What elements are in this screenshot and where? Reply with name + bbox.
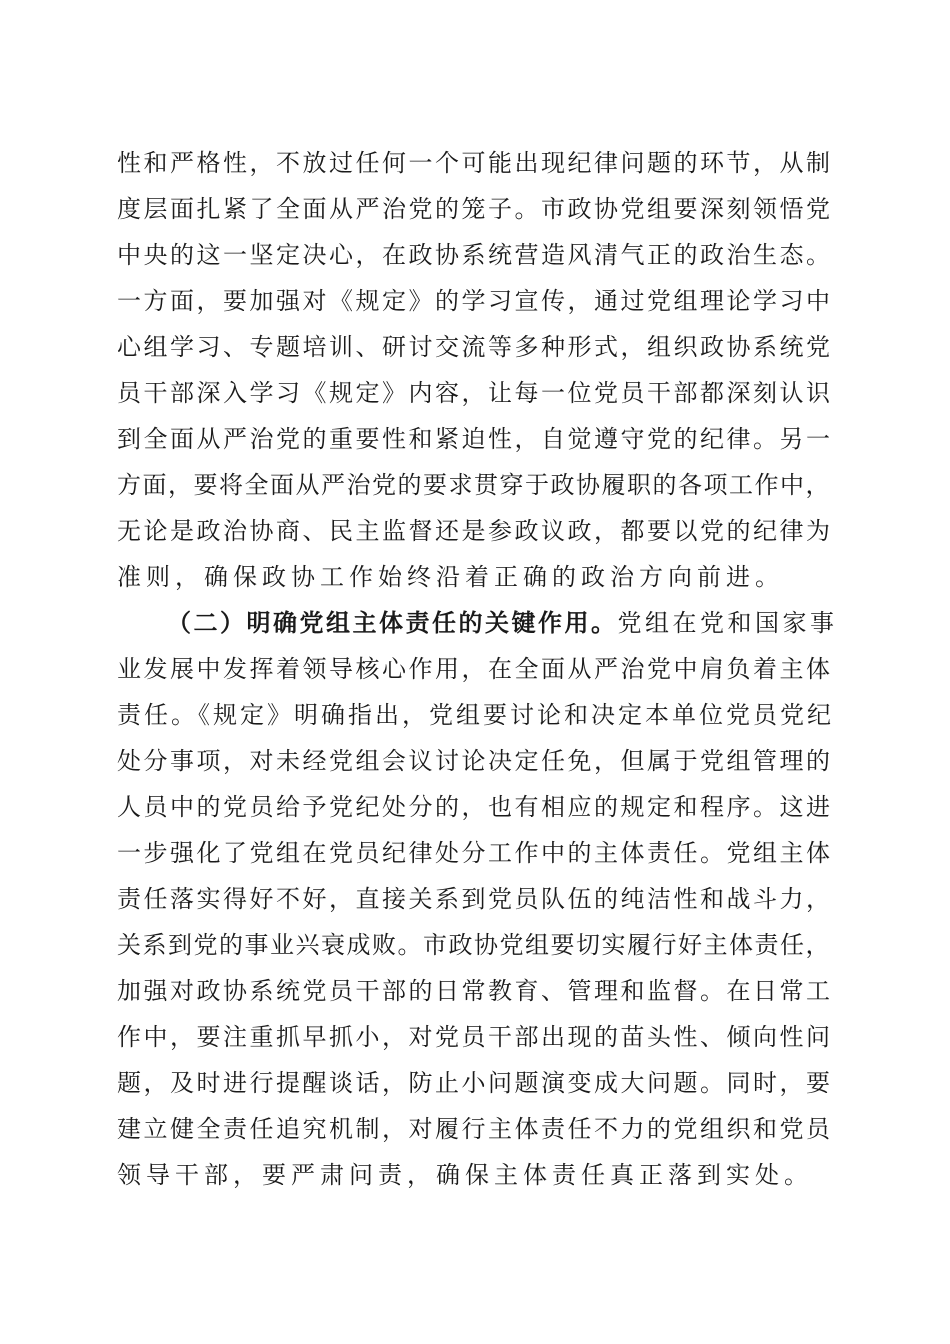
paragraph-2-line-3: 责任。《规定》明确指出，党组要讨论和决定本单位党员党纪 [117,701,834,729]
paragraph-1-line-6: 员干部深入学习《规定》内容，让每一位党员干部都深刻认识 [117,379,833,407]
paragraph-1-line-7: 到全面从严治党的重要性和紧迫性，自觉遵守党的纪律。另一 [117,425,833,453]
paragraph-1-line-1: 性和严格性，不放过任何一个可能出现纪律问题的环节，从制 [117,149,833,177]
paragraph-2-line-13: 领导干部，要严肃问责，确保主体责任真正落到实处。 [117,1161,813,1189]
paragraph-2-line-12: 建立健全责任追究机制，对履行主体责任不力的党组织和党员 [117,1115,833,1143]
paragraph-1-line-10: 准则，确保政协工作始终沿着正确的政治方向前进。 [117,563,784,591]
paragraph-2-line-1-rest: 党组在党和国家事 [617,609,838,637]
paragraph-2-line-10: 作中，要注重抓早抓小，对党员干部出现的苗头性、倾向性问 [117,1023,833,1051]
section-heading: （二）明确党组主体责任的关键作用。 [167,609,618,637]
paragraph-1-line-8: 方面，要将全面从严治党的要求贯穿于政协履职的各项工作中， [117,471,831,499]
paragraph-2-line-9: 加强对政协系统党员干部的日常教育、管理和监督。在日常工 [117,977,833,1005]
paragraph-2-line-7: 责任落实得好不好，直接关系到党员队伍的纯洁性和战斗力， [117,885,833,913]
paragraph-2-line-11: 题，及时进行提醒谈话，防止小问题演变成大问题。同时，要 [117,1069,833,1097]
paragraph-2-line-4: 处分事项，对未经党组会议讨论决定任免，但属于党组管理的 [117,747,833,775]
paragraph-1-line-5: 心组学习、专题培训、研讨交流等多种形式，组织政协系统党 [117,333,833,361]
paragraph-2-line-5: 人员中的党员给予党纪处分的，也有相应的规定和程序。这进 [117,793,833,821]
paragraph-2-line-1 [167,608,838,638]
paragraph-2-line-6: 一步强化了党组在党员纪律处分工作中的主体责任。党组主体 [117,839,833,867]
paragraph-2-line-2: 业发展中发挥着领导核心作用，在全面从严治党中肩负着主体 [117,655,833,683]
paragraph-1-line-3: 中央的这一坚定决心，在政协系统营造风清气正的政治生态。 [117,241,833,269]
paragraph-1-line-9: 无论是政治协商、民主监督还是参政议政，都要以党的纪律为 [117,517,833,545]
paragraph-2-line-8: 关系到党的事业兴衰成败。市政协党组要切实履行好主体责任， [117,931,831,959]
paragraph-1-line-2: 度层面扎紧了全面从严治党的笼子。市政协党组要深刻领悟党 [117,195,833,223]
paragraph-1-line-4: 一方面，要加强对《规定》的学习宣传，通过党组理论学习中 [117,287,833,315]
